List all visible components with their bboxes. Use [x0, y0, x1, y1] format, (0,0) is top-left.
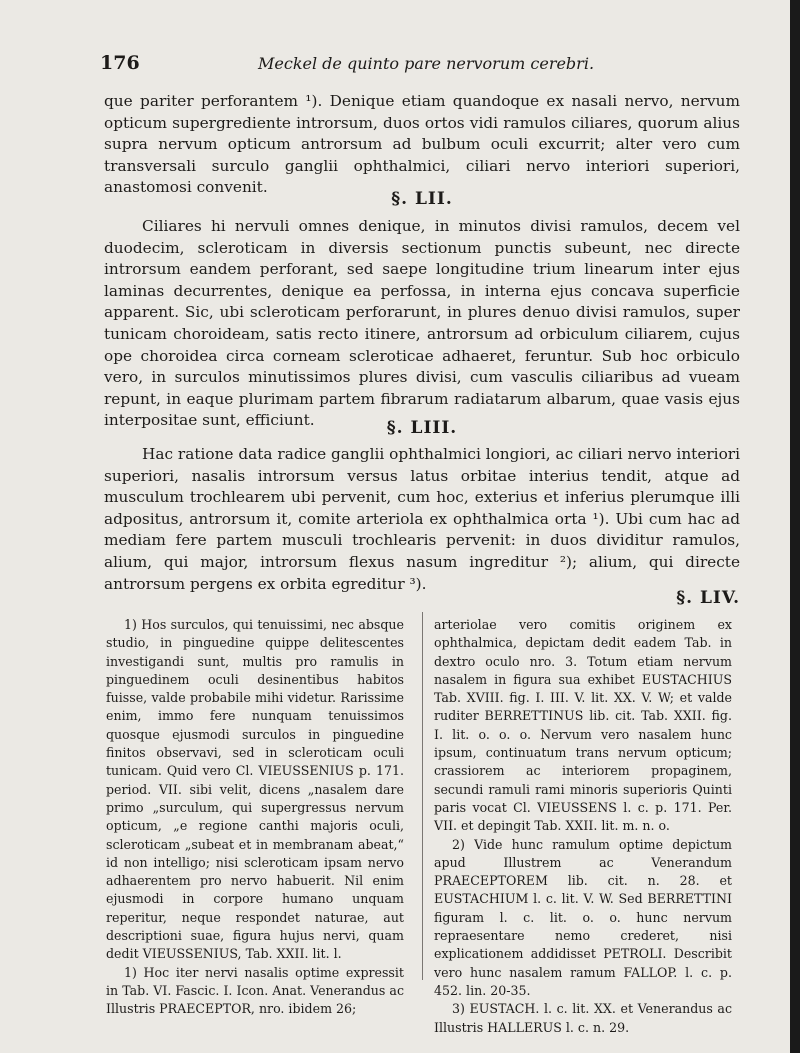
footnotes-right-column: [434, 616, 732, 1037]
continued-paragraph: [104, 91, 740, 199]
page-number: 176: [100, 52, 140, 74]
paragraph-text: que pariter perforantem ¹). Denique etiam quandoque ex nasali nervo, nervum opticum supergrediente introrsum, duos ortos vidi ramulos ciliares, quorum alius supra nervum opticum antrorsum ad bulbum oculi excurrit; alter vero cum transversali surculo ganglii ophthalmici, ciliari nervo interiori superiori, anastomosi convenit.: [104, 92, 740, 197]
section-lii-body: [104, 216, 740, 432]
footnote: 1) Hoc iter nervi nasalis optime expressit in Tab. VI. Fascic. I. Icon. Anat. Venerandus ac Illustris PRAECEPTOR, nro. ibidem 26;: [106, 964, 404, 1017]
footnote: 2) Vide hunc ramulum optime depictum apud Illustrem ac Venerandum PRAECEPTOREM lib. cit. n. 28. et EUSTACHIUM l. c. lit. V. W. Sed BERRETTINI figuram l. c. lit. o. o. hunc nervum repraesentare nemo crederet, nisi explicationem addidisset PETROLI. Describit vero hunc nasalem ramum FALLOP. l. c. p. 452. lin. 20-35.: [434, 836, 732, 998]
section-heading-lii: §. LII.: [391, 189, 453, 209]
running-title: Meckel de quinto pare nervorum cerebri.: [258, 54, 595, 73]
section-heading-liv: §. LIV.: [676, 588, 740, 608]
section-liii-body: [104, 444, 740, 595]
footnotes-left-column: [106, 616, 404, 1019]
footnote: arteriolae vero comitis originem ex ophthalmica, depictam dedit eadem Tab. in dextro oculo nro. 3. Totum etiam nervum nasalem in figura sua exhibet EUSTACHIUS Tab. XVIII. fig. I. III. V. lit. XX. V. W; et valde ruditer BERRETTINUS lib. cit. Tab. XXII. fig. I. lit. o. o. o. Nervum vero nasalem hunc ipsum, continuatum trans nervum opticum; crassiorem ac interiorem propaginem, secundi ramuli rami minoris superioris Quinti paris vocat Cl. VIEUSSENS l. c. p. 171. Per. VII. et depingit Tab. XXII. lit. m. n. o.: [434, 617, 732, 834]
page-header: [100, 52, 760, 78]
footnote: 3) EUSTACH. l. c. lit. XX. et Venerandus ac Illustris HALLERUS l. c. n. 29.: [434, 1001, 732, 1035]
column-divider: [422, 612, 423, 980]
paragraph-text: Hac ratione data radice ganglii ophthalmici longiori, ac ciliari nervo interiori superiori, nasalis introrsum versus latus orbitae interius tendit, atque ad musculum trochlearem ubi pervenit, cum hoc, exterius et inferius plerumque illi adpositus, antrorsum it, comite arteriola ex ophthalmica orta ¹). Ubi cum hac ad mediam fere partem musculi trochlearis pervenit: in duos dividitur ramulos, alium, qui major, introrsum flexus nasum ingreditur ²); alium, qui directe antrorsum pergens ex orbita egreditur ³).: [104, 445, 740, 593]
page-edge-shadow: [790, 0, 800, 1053]
section-heading-liii: §. LIII.: [386, 418, 458, 438]
footnote: 1) Hos surculos, qui tenuissimi, nec absque studio, in pinguedine quippe delitescentes investigandi sunt, multis pro ramulis in pinguedinem oculi desinentibus habitos fuisse, valde probabile mihi videtur. Rarissime enim, immo fere nunquam tenuissimos quosque ejusmodi surculos in pinguedine finitos observavi, sed in scleroticam oculi tunicam. Quid vero Cl. VIEUSSENIUS p. 171. period. VII. sibi velit, dicens „nasalem dare primo „surculum, qui supergressus nervum opticum, „e regione canthi majoris oculi, scleroticam „subeat et in membranam abeat,“ id non intelligo; nisi scleroticam ipsam nervo adhaerentem pro nervo habuerit. Nil enim ejusmodi in corpore humano unquam reperitur, neque respondet naturae, aut descriptioni suae, figura hujus nervi, quam dedit VIEUSSENIUS, Tab. XXII. lit. l.: [106, 617, 404, 962]
paragraph-text: Ciliares hi nervuli omnes denique, in minutos divisi ramulos, decem vel duodecim, scleroticam in diversis sectionum punctis subeunt, nec directe introrsum eandem perforant, sed saepe longitudine trium linearum inter ejus laminas decurrentes, denique ea perfossa, in interna ejus concava superficie apparent. Sic, ubi scleroticam perforarunt, in plures denuo divisi ramulos, super tunicam choroideam, satis recto itinere, antrorsum ad orbiculum ciliarem, cujus ope choroidea circa corneam scleroticae adhaeret, feruntur. Sub hoc orbiculo vero, in surculos minutissimos plures divisi, cum vasculis ciliaribus ad vueam repunt, in eaque plurimam partem fibrarum radiatarum albarum, quae vasis ejus interpositae sunt, efficiunt.: [104, 217, 740, 430]
